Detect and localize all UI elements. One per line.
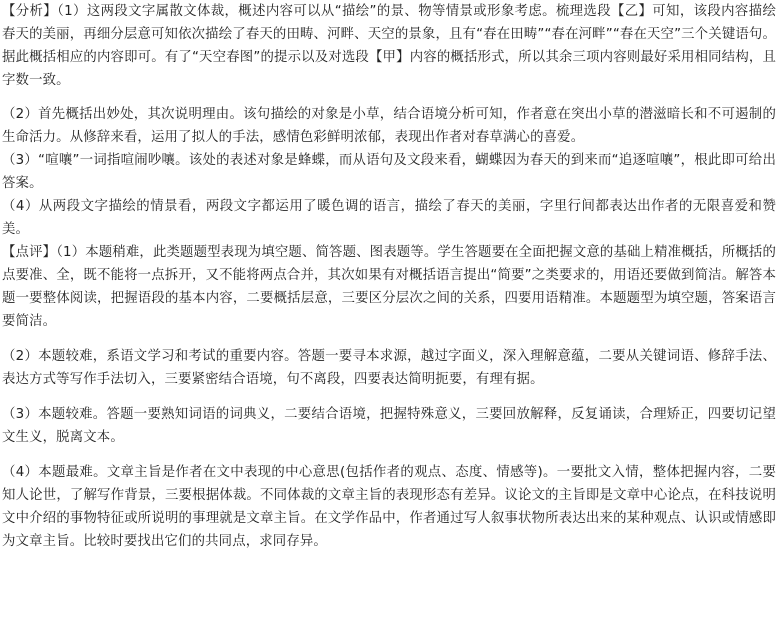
- paragraph-gap: [2, 449, 776, 461]
- comment-paragraph-3: （3）本题较难。答题一要熟知词语的词典义，二要结合语境，把握特殊意义，三要回放解释，反复诵读，合理矫正，四要切记望文生义，脱离文本。: [2, 407, 776, 445]
- analysis-paragraph-2: （2）首先概括出妙处，其次说明理由。该句描绘的对象是小草，结合语境分析可知，作者意在突出小草的潜滋暗长和不可遏制的生命活力。从修辞来看，运用了拟人的手法，感情色彩鲜明浓郁，表现出作者对春草满心的喜爱。: [2, 107, 776, 145]
- paragraph-gap: [2, 333, 776, 345]
- analysis-paragraph-3: （3）“喧嚷”一词指喧闹吵嚷。该处的表述对象是蜂蝶，而从语句及文段来看，蝴蝶因为春天的到来而“追逐喧嚷”，根此即可给出答案。: [2, 153, 776, 191]
- comment-paragraph-2: （2）本题较难，系语文学习和考试的重要内容。答题一要寻本求源，越过字面义，深入理解意蕴，二要从关键词语、修辞手法、表达方式等写作手法切入，三要紧密结合语境，句不离段，四要表达简明扼要，有理有据。: [2, 349, 776, 387]
- comment-paragraph-1: 【点评】（1）本题稍难，此类题题型表现为填空题、简答题、图表题等。学生答题要在全面把握文意的基础上精准概括，所概括的点要准、全，既不能将一点拆开，又不能将两点合并，其次如果有对概括语言提出“简要”之类要求的，用语还要做到简洁。解答本题一要整体阅读，把握语段的基本内容，二要概括层意，三要区分层次之间的关系，四要用语精准。本题题型为填空题，答案语言要简洁。: [2, 245, 776, 329]
- paragraph-gap: [2, 391, 776, 403]
- answer-explanation: [2, 0, 776, 553]
- paragraph-gap: [2, 92, 776, 103]
- comment-paragraph-4: （4）本题最难。文章主旨是作者在文中表现的中心意思(包括作者的观点、态度、情感等)。一要批文入情，整体把握内容，二要知人论世，了解写作背景，三要根据体裁。不同体裁的文章主旨的表现形态有差异。议论文的主旨即是文章中心论点，在科技说明文中介绍的事物特征或所说明的事理就是文章主旨。在文学作品中，作者通过写人叙事状物所表达出来的某种观点、认识或情感即为文章主旨。比较时要找出它们的共同点，求同存异。: [2, 465, 776, 549]
- analysis-paragraph-4: （4）从两段文字描绘的情景看，两段文字都运用了暖色调的语言，描绘了春天的美丽，字里行间都表达出作者的无限喜爱和赞美。: [2, 199, 776, 237]
- analysis-paragraph-1: 【分析】（1）这两段文字属散文体裁，概述内容可以从“描绘”的景、物等情景或形象考虑。梳理选段【乙】可知，该段内容描绘春天的美丽，再细分层意可知依次描绘了春天的田畴、河畔、天空的景象，且有“春在田畴”“春在河畔”“春在天空”三个关键语句。据此概括相应的内容即可。有了“天空春图”的提示以及对选段【甲】内容的概括形式，所以其余三项内容则最好采用相同结构，且字数一致。: [2, 4, 776, 88]
